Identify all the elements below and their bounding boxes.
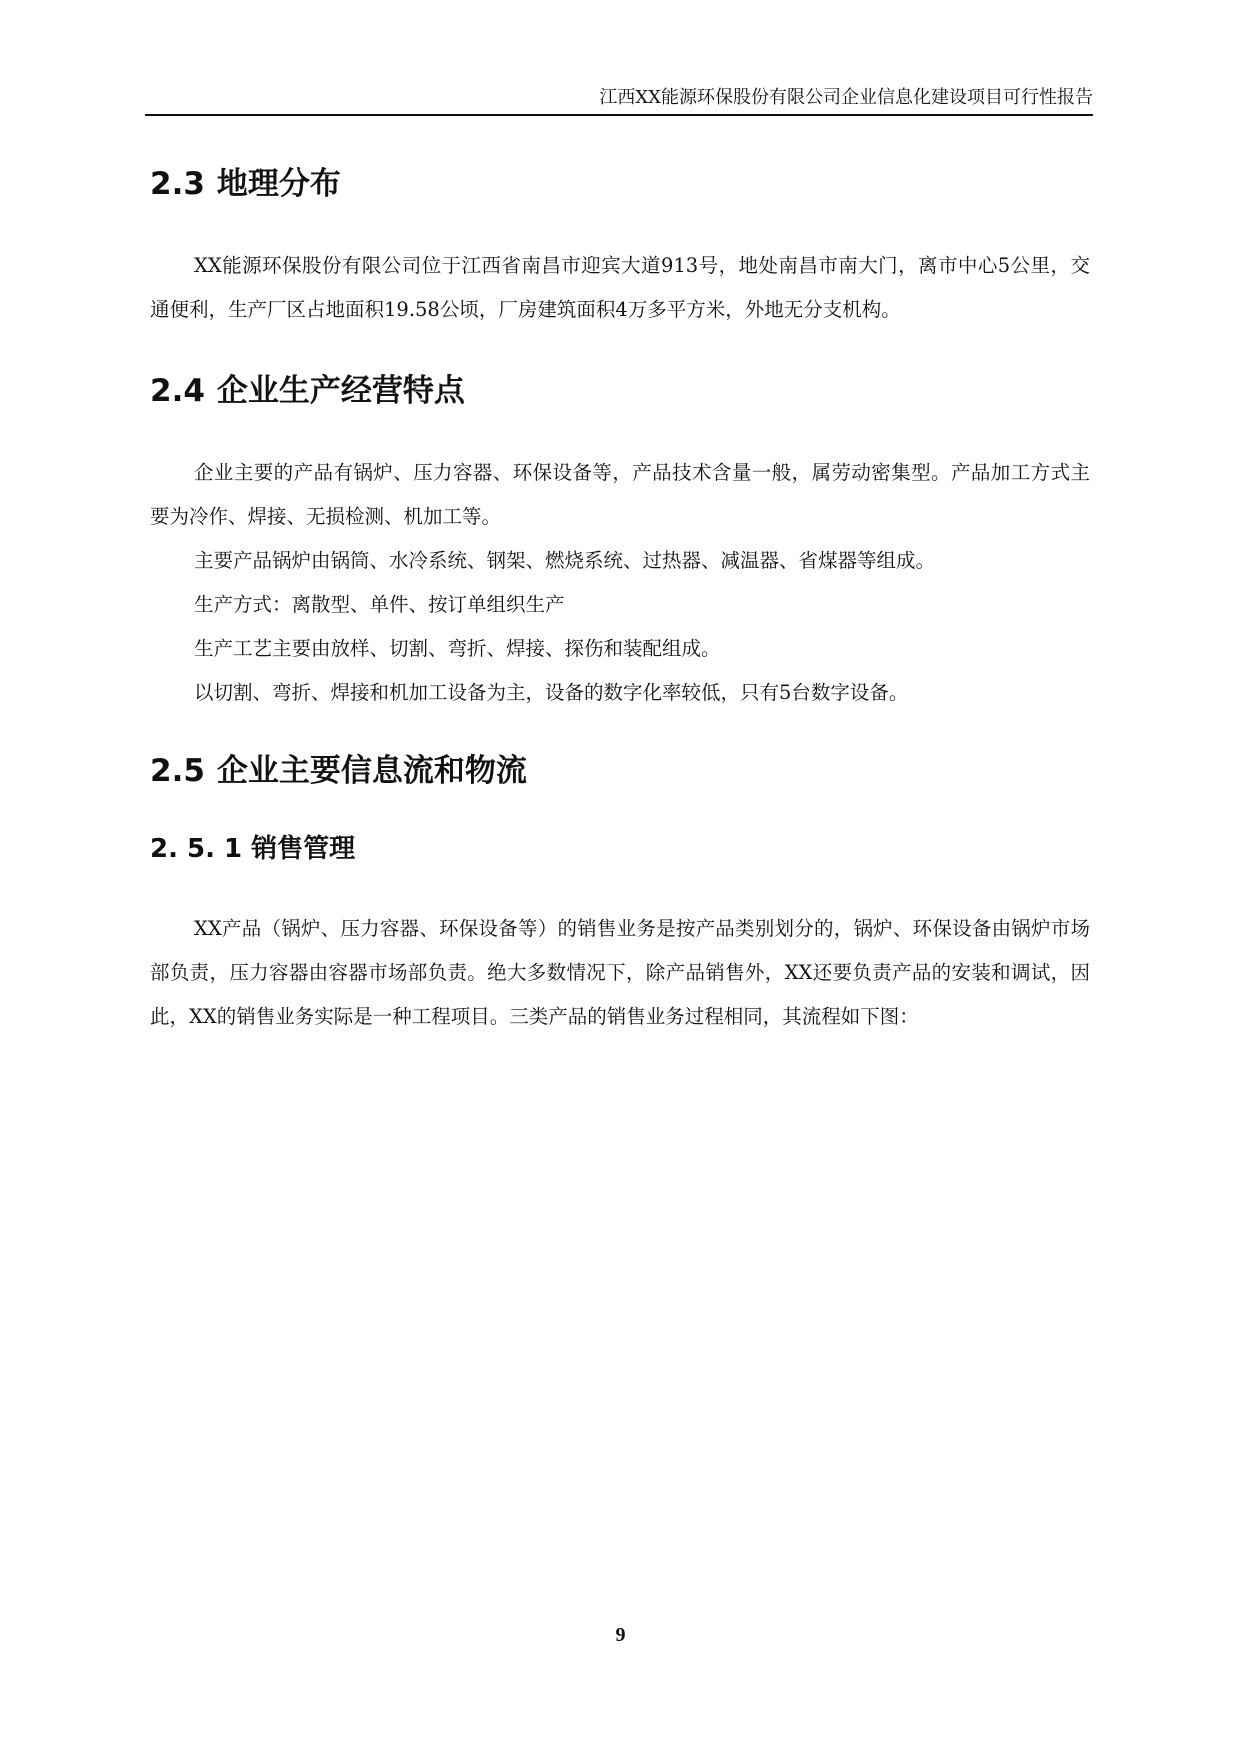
paragraph-sales: XX产品（锅炉、压力容器、环保设备等）的销售业务是按产品类别划分的，锅炉、环保设备由锅炉市场部负责，压力容器由容器市场部负责。绝大多数情况下，除产品销售外，XX还要负责产品的安装和调试，因此，XX的销售业务实际是一种工程项目。三类产品的销售业务过程相同，其流程如下图：	[150, 917, 1090, 1028]
paragraph-products: 企业主要的产品有锅炉、压力容器、环保设备等，产品技术含量一般，属劳动密集型。产品加工方式主要为冷作、焊接、无损检测、机加工等。	[150, 461, 1090, 528]
running-header: 江西XX能源环保股份有限公司企业信息化建设项目可行性报告	[599, 87, 1093, 108]
page-number: 9	[615, 1624, 626, 1646]
heading-title: 企业主要信息流和物流	[216, 753, 527, 789]
heading-title: 企业生产经营特点	[216, 373, 465, 409]
page-content	[150, 160, 1090, 1039]
paragraph-boiler-components: 主要产品锅炉由锅筒、水冷系统、钢架、燃烧系统、过热器、减温器、省煤器等组成。	[194, 549, 936, 572]
heading-number: 2.3	[150, 166, 205, 202]
heading-2-4	[150, 371, 1090, 411]
heading-2-5-1: 2. 5. 1 销售管理	[150, 834, 356, 864]
heading-number: 2.4	[150, 373, 205, 409]
paragraph-equipment: 以切割、弯折、焊接和机加工设备为主，设备的数字化率较低，只有5台数字设备。	[194, 681, 909, 704]
heading-2-3	[150, 164, 1090, 204]
paragraph-process: 生产工艺主要由放样、切割、弯折、焊接、探伤和装配组成。	[194, 637, 721, 660]
paragraph-geography: XX能源环保股份有限公司位于江西省南昌市迎宾大道913号，地处南昌市南大门，离市中心5公里，交通便利，生产厂区占地面积19.58公顷，厂房建筑面积4万多平方米，外地无分支机构。	[150, 254, 1090, 321]
paragraph-production-mode: 生产方式：离散型、单件、按订单组织生产	[194, 593, 565, 616]
heading-title: 地理分布	[216, 166, 341, 202]
heading-number: 2.5	[150, 753, 205, 789]
header-rule	[145, 114, 1093, 116]
heading-2-5	[150, 751, 1090, 791]
